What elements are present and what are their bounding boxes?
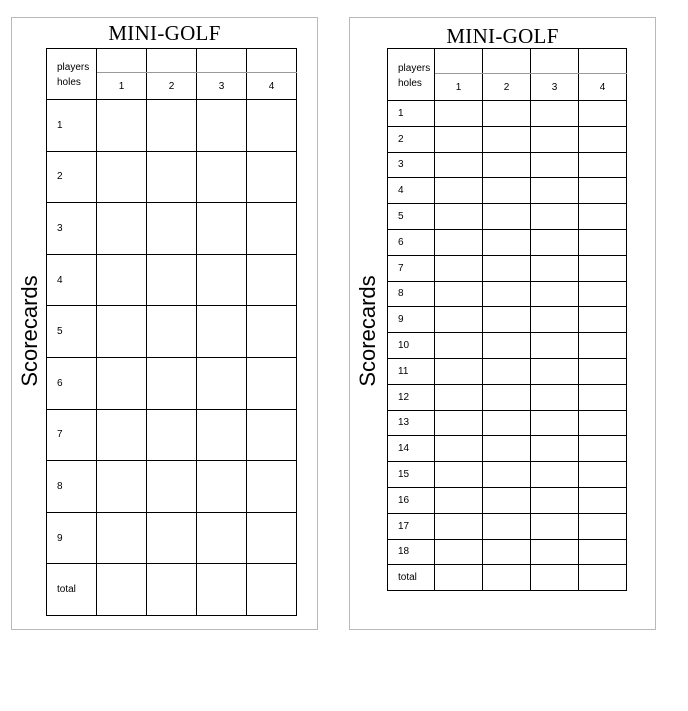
hole-row [388, 229, 627, 255]
score-cell[interactable] [247, 512, 297, 564]
hole-row [47, 409, 297, 461]
score-cell[interactable] [435, 255, 483, 281]
score-cell[interactable] [435, 229, 483, 255]
hole-number: 2 [47, 151, 97, 203]
holes-label: holes [388, 74, 435, 101]
score-cell[interactable] [483, 333, 531, 359]
hole-number: 8 [47, 461, 97, 513]
score-cell[interactable] [147, 306, 197, 358]
hole-number: 5 [388, 204, 435, 230]
score-cell[interactable] [579, 178, 627, 204]
score-cell[interactable] [247, 100, 297, 152]
score-cell[interactable] [197, 357, 247, 409]
score-cell[interactable] [435, 539, 483, 565]
score-cell[interactable] [579, 281, 627, 307]
hole-row [388, 178, 627, 204]
hole-number: 10 [388, 333, 435, 359]
score-cell[interactable] [147, 512, 197, 564]
score-cell[interactable] [483, 539, 531, 565]
total-cell[interactable] [579, 565, 627, 591]
total-cell[interactable] [435, 565, 483, 591]
score-cell[interactable] [579, 384, 627, 410]
hole-row [388, 513, 627, 539]
score-cell[interactable] [579, 307, 627, 333]
score-cell[interactable] [147, 151, 197, 203]
hole-number: 14 [388, 436, 435, 462]
score-cell[interactable] [579, 204, 627, 230]
score-cell[interactable] [483, 307, 531, 333]
score-cell[interactable] [531, 513, 579, 539]
side-label: Scorecards [355, 275, 380, 387]
hole-row [47, 100, 297, 152]
hole-row [388, 126, 627, 152]
score-cell[interactable] [531, 281, 579, 307]
score-cell[interactable] [531, 255, 579, 281]
score-cell[interactable] [531, 101, 579, 127]
score-cell[interactable] [483, 229, 531, 255]
player-number: 2 [483, 74, 531, 101]
score-cell[interactable] [579, 487, 627, 513]
score-cell[interactable] [435, 462, 483, 488]
score-cell[interactable] [147, 409, 197, 461]
score-cell[interactable] [531, 384, 579, 410]
score-cell[interactable] [579, 513, 627, 539]
hole-number: 16 [388, 487, 435, 513]
score-cell[interactable] [483, 462, 531, 488]
score-cell[interactable] [435, 513, 483, 539]
score-cell[interactable] [483, 126, 531, 152]
player-name-cell[interactable] [247, 49, 297, 73]
total-cell[interactable] [197, 564, 247, 616]
player-number: 2 [147, 73, 197, 100]
score-cell[interactable] [247, 409, 297, 461]
score-cell[interactable] [579, 436, 627, 462]
score-cell[interactable] [435, 101, 483, 127]
score-cell[interactable] [197, 100, 247, 152]
score-cell[interactable] [579, 255, 627, 281]
hole-number: 18 [388, 539, 435, 565]
player-number: 4 [247, 73, 297, 100]
player-name-cell[interactable] [147, 49, 197, 73]
hole-row [388, 204, 627, 230]
score-cell[interactable] [197, 151, 247, 203]
hole-row [388, 539, 627, 565]
hole-number: 11 [388, 358, 435, 384]
score-cell[interactable] [483, 436, 531, 462]
hole-row [47, 357, 297, 409]
hole-row [388, 487, 627, 513]
card-title: MINI-GOLF [108, 21, 221, 45]
total-cell[interactable] [531, 565, 579, 591]
score-cell[interactable] [147, 100, 197, 152]
score-cell[interactable] [247, 306, 297, 358]
player-number: 1 [435, 74, 483, 101]
score-cell[interactable] [531, 436, 579, 462]
score-cell[interactable] [483, 178, 531, 204]
score-cell[interactable] [147, 461, 197, 513]
hole-number: 6 [388, 229, 435, 255]
score-cell[interactable] [435, 178, 483, 204]
score-cell[interactable] [531, 462, 579, 488]
hole-number: 9 [47, 512, 97, 564]
score-cell[interactable] [531, 126, 579, 152]
score-cell[interactable] [97, 512, 147, 564]
score-cell[interactable] [97, 254, 147, 306]
score-cell[interactable] [197, 203, 247, 255]
score-cell[interactable] [531, 307, 579, 333]
hole-number: 6 [47, 357, 97, 409]
player-name-cell[interactable] [435, 49, 483, 74]
hole-row [47, 461, 297, 513]
hole-row [47, 254, 297, 306]
score-cell[interactable] [435, 307, 483, 333]
score-cell[interactable] [247, 461, 297, 513]
players-label: players [388, 49, 435, 74]
player-name-cell[interactable] [531, 49, 579, 74]
score-cell[interactable] [435, 152, 483, 178]
score-cell[interactable] [97, 409, 147, 461]
score-cell[interactable] [531, 333, 579, 359]
score-cell[interactable] [97, 203, 147, 255]
score-cell[interactable] [97, 151, 147, 203]
player-number: 3 [531, 74, 579, 101]
score-cell[interactable] [97, 357, 147, 409]
score-cell[interactable] [531, 229, 579, 255]
score-cell[interactable] [435, 436, 483, 462]
hole-number: 5 [47, 306, 97, 358]
hole-row [388, 410, 627, 436]
card-title: MINI-GOLF [446, 24, 559, 48]
player-number: 4 [579, 74, 627, 101]
hole-row [388, 333, 627, 359]
score-cell[interactable] [435, 384, 483, 410]
score-cell[interactable] [97, 100, 147, 152]
hole-row [388, 462, 627, 488]
score-cell[interactable] [531, 539, 579, 565]
score-table [46, 48, 297, 616]
score-cell[interactable] [247, 203, 297, 255]
hole-number: 4 [47, 254, 97, 306]
score-cell[interactable] [247, 254, 297, 306]
player-number: 3 [197, 73, 247, 100]
score-cell[interactable] [435, 358, 483, 384]
hole-row [388, 358, 627, 384]
total-row [388, 565, 627, 591]
hole-number: 3 [388, 152, 435, 178]
player-name-cell[interactable] [483, 49, 531, 74]
score-cell[interactable] [197, 409, 247, 461]
total-label: total [47, 564, 97, 616]
score-cell[interactable] [579, 410, 627, 436]
score-cell[interactable] [197, 254, 247, 306]
score-cell[interactable] [483, 101, 531, 127]
hole-number: 13 [388, 410, 435, 436]
hole-row [388, 255, 627, 281]
score-cell[interactable] [579, 358, 627, 384]
score-cell[interactable] [247, 357, 297, 409]
hole-number: 7 [388, 255, 435, 281]
score-cell[interactable] [579, 126, 627, 152]
hole-number: 8 [388, 281, 435, 307]
score-cell[interactable] [435, 487, 483, 513]
score-cell[interactable] [483, 152, 531, 178]
player-name-cell[interactable] [579, 49, 627, 74]
score-cell[interactable] [531, 358, 579, 384]
score-cell[interactable] [435, 281, 483, 307]
hole-number: 1 [388, 101, 435, 127]
side-label: Scorecards [17, 275, 42, 387]
score-cell[interactable] [579, 101, 627, 127]
player-name-cell[interactable] [97, 49, 147, 73]
hole-number: 4 [388, 178, 435, 204]
hole-row [47, 512, 297, 564]
score-cell[interactable] [483, 487, 531, 513]
score-cell[interactable] [531, 487, 579, 513]
score-cell[interactable] [147, 203, 197, 255]
score-cell[interactable] [197, 306, 247, 358]
hole-number: 17 [388, 513, 435, 539]
hole-row [388, 307, 627, 333]
score-cell[interactable] [483, 513, 531, 539]
player-name-cell[interactable] [197, 49, 247, 73]
scorecard-18-holes [349, 17, 656, 630]
score-cell[interactable] [579, 152, 627, 178]
hole-row [388, 281, 627, 307]
total-cell[interactable] [147, 564, 197, 616]
score-cell[interactable] [531, 204, 579, 230]
hole-number: 7 [47, 409, 97, 461]
holes-label: holes [47, 73, 97, 100]
score-cell[interactable] [435, 126, 483, 152]
total-label: total [388, 565, 435, 591]
hole-number: 12 [388, 384, 435, 410]
score-cell[interactable] [531, 178, 579, 204]
score-cell[interactable] [197, 461, 247, 513]
score-table [387, 48, 627, 591]
total-row [47, 564, 297, 616]
score-cell[interactable] [531, 152, 579, 178]
score-cell[interactable] [435, 204, 483, 230]
score-cell[interactable] [435, 410, 483, 436]
score-cell[interactable] [483, 281, 531, 307]
total-cell[interactable] [247, 564, 297, 616]
total-cell[interactable] [97, 564, 147, 616]
score-cell[interactable] [483, 358, 531, 384]
score-cell[interactable] [579, 462, 627, 488]
score-cell[interactable] [97, 306, 147, 358]
score-cell[interactable] [483, 255, 531, 281]
score-cell[interactable] [579, 539, 627, 565]
hole-number: 3 [47, 203, 97, 255]
score-cell[interactable] [531, 410, 579, 436]
score-cell[interactable] [147, 254, 197, 306]
score-cell[interactable] [579, 229, 627, 255]
hole-row [388, 152, 627, 178]
hole-number: 9 [388, 307, 435, 333]
hole-number: 1 [47, 100, 97, 152]
hole-row [47, 306, 297, 358]
total-cell[interactable] [483, 565, 531, 591]
score-cell[interactable] [579, 333, 627, 359]
hole-row [388, 436, 627, 462]
score-cell[interactable] [197, 512, 247, 564]
score-cell[interactable] [435, 333, 483, 359]
hole-row [47, 151, 297, 203]
score-cell[interactable] [483, 204, 531, 230]
player-number: 1 [97, 73, 147, 100]
score-cell[interactable] [97, 461, 147, 513]
hole-row [388, 384, 627, 410]
hole-row [388, 101, 627, 127]
scorecard-9-holes [11, 17, 318, 630]
players-label: players [47, 49, 97, 73]
score-cell[interactable] [483, 384, 531, 410]
hole-number: 2 [388, 126, 435, 152]
score-cell[interactable] [483, 410, 531, 436]
hole-number: 15 [388, 462, 435, 488]
hole-row [47, 203, 297, 255]
score-cell[interactable] [147, 357, 197, 409]
score-cell[interactable] [247, 151, 297, 203]
